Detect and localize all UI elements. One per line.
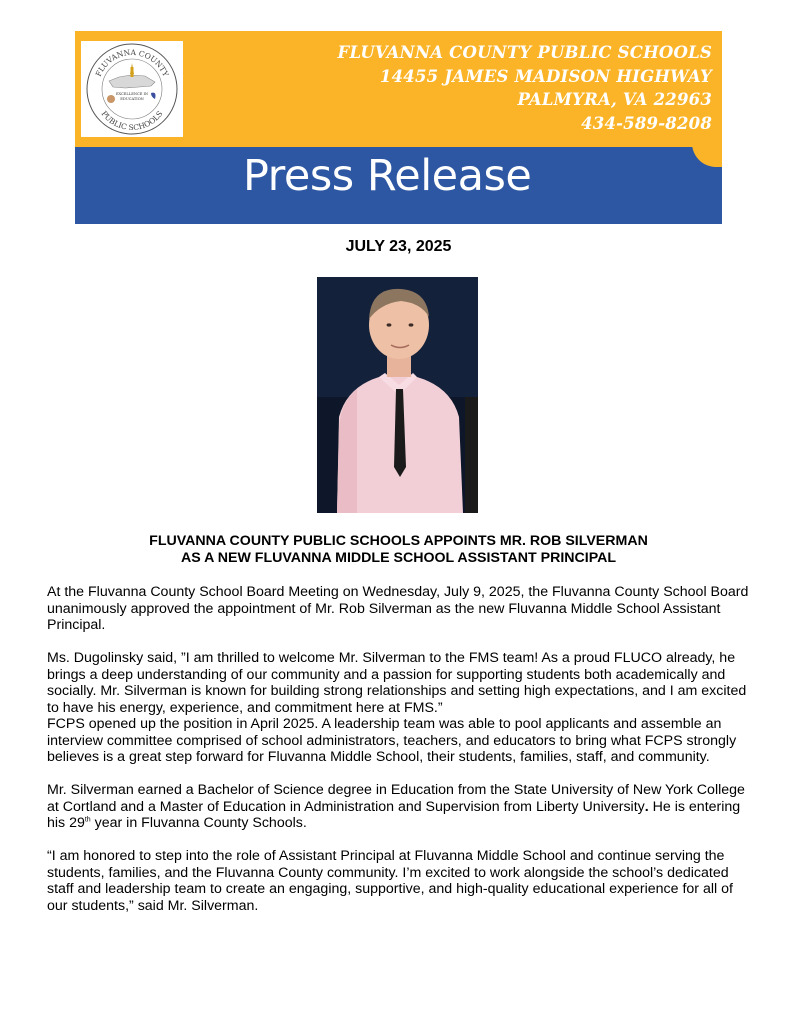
letterhead <box>75 31 722 224</box>
headline <box>0 533 797 567</box>
education-text: Mr. Silverman earned a Bachelor of Science degree in Education from the State University of New York College at Cortland and a Master of Education in Administration and Supervision from Liberty University <box>47 782 745 815</box>
paragraph-board-approval: At the Fluvanna County School Board Meeting on Wednesday, July 9, 2025, the Fluvanna County School Board unanimously approved the appointment of Mr. Rob Silverman as the new Fluvanna Middle School Assistant Principal. <box>47 584 749 633</box>
county-seal-icon <box>81 41 183 137</box>
press-release-title: Press Release <box>243 151 532 201</box>
address-line-street: 14455 JAMES MADISON HIGHWAY <box>379 66 712 86</box>
address-line-name: FLUVANNA COUNTY PUBLIC SCHOOLS <box>337 43 712 62</box>
headline-line-1: FLUVANNA COUNTY PUBLIC SCHOOLS APPOINTS MR. ROB SILVERMAN <box>149 533 648 549</box>
education-years-tail: year in Fluvanna County Schools. <box>90 815 307 831</box>
release-date: JULY 23, 2025 <box>345 238 452 255</box>
paragraph-quote-silverman: “I am honored to step into the role of Assistant Principal at Fluvanna Middle School and continue serving the students, families, and the Fluvanna County community. I’m excited to work alongside the school’s dedicated staff and leadership team to create an engaging, supportive, and high-quality educational experience for all of our students,” said Mr. Silverman. <box>47 848 733 914</box>
seal-motto-2: EDUCATION <box>120 97 144 101</box>
seal-ring-bottom: PUBLIC SCHOOLS <box>99 109 165 133</box>
school-address <box>338 41 712 135</box>
paragraph-position-process: FCPS opened up the position in April 2025. A leadership team was able to pool applicants and assemble an interview committee comprised of school administrators, teachers, and educators to bring what FCPS strongly believes is a great step forward for Fluvanna Middle School, their students, families, staff, and community. <box>47 716 737 765</box>
education-years-text: He is entering his 29 <box>47 798 741 831</box>
address-line-city: PALMYRA, VA 22963 <box>517 90 712 109</box>
paragraph-quote-dugolinsky: Ms. Dugolinsky said, ”I am thrilled to welcome Mr. Silverman to the FMS team! As a proud FLUCO already, he brings a deep understanding of our community and a passion for supporting students both academically and socially. Mr. Silverman is known for building strong relationships and setting high expectations, and I am excited to have his energy, experience, and commitment here at FMS.” <box>47 650 747 716</box>
seal-motto-1: EXCELLENCE IN <box>115 92 149 96</box>
address-line-phone: 434-589-8208 <box>581 113 712 133</box>
portrait-photo <box>317 277 478 513</box>
headline-line-2: AS A NEW FLUVANNA MIDDLE SCHOOL ASSISTANT PRINCIPAL <box>180 550 617 566</box>
ordinal-suffix: th <box>84 816 91 824</box>
education-period: . <box>644 798 649 815</box>
seal-ring-top: FLUVANNA COUNTY <box>93 47 171 78</box>
article-body <box>47 584 757 931</box>
paragraph-education <box>47 782 757 832</box>
